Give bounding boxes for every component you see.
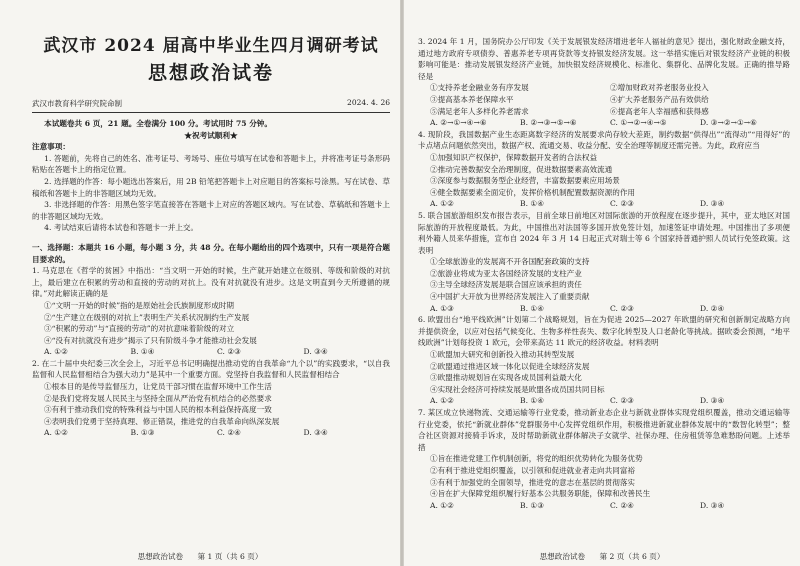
option-d: D. ②④ <box>700 303 725 313</box>
statement-item: ②是我们党将发展人民民主与坚持全面从严治党有机结合的必然要求 <box>44 393 272 403</box>
notes-title: 注意事项： <box>32 142 70 152</box>
option-d: D. ③④ <box>303 347 328 357</box>
statement-item: ①全球旅游业的发展离不开各国配套政策的支持 <box>430 257 590 267</box>
statement-item: ⑤满足老年人多样化养老需求 <box>430 106 529 116</box>
statement-item: ①“文明一开始的时候”指的是原始社会氏族制度形成时期 <box>44 300 235 310</box>
option-b: B. ①③ <box>520 500 545 510</box>
note-item: 1. 答题前，先将自己的姓名、准考证号、考场号、座位号填写在试卷和答题卡上，并将准考证号条形码粘贴在答题卡上的指定位置。 <box>32 153 390 175</box>
answer-options <box>418 395 790 407</box>
note-item: 2. 选择题的作答：每小题选出答案后，用 2B 铅笔把答题卡上对应题目的答案标号涂黑。写在试卷、草稿纸和答题卡上的非答题区域均无效。 <box>32 176 390 198</box>
option-d: D. ③④ <box>700 199 725 209</box>
option-a: A. ①② <box>44 347 68 357</box>
option-a: A. ①② <box>430 500 454 510</box>
issuing-org: 武汉市教育科学研究院命制 <box>32 99 122 108</box>
statement-item: ③主导全球经济发展是联合国应该承担的责任 <box>430 280 582 290</box>
statement-item: ②“生产建立在级别的对抗上”表明生产关系状况制约生产发展 <box>44 312 250 322</box>
section-heading: 一、选择题：本题共 16 小题，每小题 3 分，共 48 分。在每小题给出的四个选项中，只有一项是符合题目要求的。 <box>32 242 390 264</box>
option-b: B. ②→③→⑤→⑥ <box>520 118 577 128</box>
option-c: C. ②③ <box>217 347 241 357</box>
question-stem: 3. 2024 年 1 月，国务院办公厅印发《关于发展银发经济增进老年人福祉的意见》提出，强化财政金融支持，通过地方政府专项债券、普惠养老专项再贷款等支持银发经济发展。这一举措实施后对银发经济产业链的积极影响可能是：推动发展银发经济产业链，加快银发经济规模化、标准化、集群化、品牌化发展。正确的推导路径是 <box>418 37 790 81</box>
statement-item: ④扩大养老服务产品有效供给 <box>610 94 709 104</box>
option-b: B. ①③ <box>130 428 155 438</box>
option-d: D. ③→②→①→⑥ <box>700 118 757 128</box>
footer-subject: 思想政治试卷 <box>137 552 184 561</box>
option-a: A. ①③ <box>430 303 454 313</box>
statement-item: ②增加财政对养老服务业投入 <box>610 83 709 93</box>
question-4 <box>418 129 790 210</box>
statement-item: ①支持养老金融业务有序发展 <box>430 83 529 93</box>
option-d: D. ③④ <box>303 428 328 438</box>
option-b: B. ①④ <box>520 303 545 313</box>
exam-meta <box>32 98 390 113</box>
note-item: 3. 非选择题的作答：用黑色签字笔直接答在答题卡上对应的答题区域内。写在试卷、草稿纸和答题卡上的非答题区域均无效。 <box>32 200 390 221</box>
statement-item: ④健全数据要素全面定价，发挥价格机制配置数据资源的作用 <box>430 187 636 197</box>
statement-item: ③有利于加强党的全面领导，推进党的意志在基层的贯彻落实 <box>430 477 636 487</box>
statement-item: ②旅游业将成为亚太各国经济发展的支柱产业 <box>430 268 582 278</box>
answer-options <box>418 117 790 129</box>
option-d: D. ③④ <box>700 500 725 510</box>
option-c: C. ②③ <box>610 303 634 313</box>
statement-item: ④中国扩大开放为世界经济发展注入了重要贡献 <box>430 292 590 302</box>
statement-item: ①加强知识产权保护，保障数据开发者的合法权益 <box>430 152 598 162</box>
answer-options <box>32 427 390 439</box>
subject-title: 思想政治试卷 <box>147 62 274 84</box>
question-stem: 5. 联合国旅游组织发布报告表示，目前全球日前地区对国际旅游的开放程度在逐步提升，其中，亚太地区对国际旅游的开放程度最低。为此，中国推出对法国等多国开放免签计划，加速签证申请处理。中国推出了多项便利外籍人员来华措施，宣布自 2024 年 3 月 14 日起正式对瑞士等 6 个国家持普通护照人员试行免签政策。这表明 <box>418 210 790 255</box>
exam-title: 武汉市 2024 届高中毕业生四月调研考试 <box>43 36 379 56</box>
option-a: A. ②→①→④→⑥ <box>430 118 487 128</box>
question-stem: 4. 现阶段，我国数据产业生态距离数字经济的发展要求尚存较大差距，制约数据“供得出”“流得动”“用得好”的卡点堵点问题依然突出，数据产权、流通交易、收益分配、安全治理等制度还需完善。为此，政府应当 <box>418 129 790 151</box>
statement-item: ①根本目的是传导监督压力，让党员干部习惯在监督环境中工作生活 <box>44 382 272 392</box>
answer-options <box>418 303 790 315</box>
answer-options <box>32 346 390 358</box>
option-c: C. ②③ <box>610 396 634 406</box>
question-6 <box>418 314 790 407</box>
question-7 <box>418 407 790 511</box>
question-stem: 7. 某区成立快递物流、交通运输等行业党委，推动新业态企业与新就业群体实现党组织覆盖，推动交通运输等行业党委，依托“新就业群体”党群服务中心发挥党组织作用，积极推进新就业群体发展中的“数智化转型”；整合社区资源对接骑手诉求，及时帮助新就业群体解决子女就学、社保办理、住房租赁等急难愁盼问题。上述举措 <box>418 408 790 452</box>
statement-item: ④实现社会经济可持续发展是欧盟各成员国共同目标 <box>430 384 605 394</box>
page-footer <box>404 551 800 562</box>
statement-item: ③“积累的劳动”与“直接的劳动”的对抗意味着阶级的对立 <box>44 324 235 334</box>
question-5 <box>418 210 790 314</box>
option-c: C. ②④ <box>610 500 634 510</box>
footer-subject: 思想政治试卷 <box>539 552 586 561</box>
option-b: B. ①④ <box>520 199 545 209</box>
option-c: C. ①→②→④→⑤ <box>610 118 667 128</box>
statement-item: ①欧盟加大研究和创新投入推动其转型发展 <box>430 350 575 360</box>
exam-date: 2024. 4. 26 <box>347 98 390 107</box>
footer-page-number: 第 1 页（共 6 页） <box>197 552 263 561</box>
statement-item: ②推动完善数据安全治理制度，促进数据要素高效流通 <box>430 164 613 174</box>
option-c: C. ②④ <box>217 428 241 438</box>
question-stem: 1. 马克思在《哲学的贫困》中指出：“当文明一开始的时候，生产就开始建立在级别、等级和阶级的对抗上，最后建立在积累的劳动和直接的劳动的对抗上。没有对抗就没有进步。这是文明直到今天所遵循的规律。”对此解读正确的是 <box>32 266 390 299</box>
statement-item: ①旨在推进党建工作机制创新，将党的组织优势转化为服务优势 <box>430 454 643 464</box>
exam-page-right <box>404 0 800 566</box>
question-stem: 6. 欧盟出台“地平线欧洲”计划第二个战略规划，旨在为促进 2025—2027 年欧盟的研究和创新制定战略方向并提供资金，以应对包括气候变化、生物多样性丧失、数字化转型及人口老龄化等挑战。据欧委会预测，“地平线欧洲”计划每投资 1 欧元，会带来高达 11 欧元的经济收益。材料表明 <box>418 315 790 348</box>
statement-grid <box>418 82 790 117</box>
statement-item: ③深度参与数据服务型企业经营，丰富数据要素应用场景 <box>430 176 620 186</box>
statement-item: ④“没有对抗就没有进步”揭示了只有阶级斗争才能推动社会发展 <box>44 335 257 345</box>
answer-options <box>418 198 790 210</box>
option-b: B. ①④ <box>520 396 545 406</box>
statement-item: ③欧盟推动规划旨在实现各成员国利益最大化 <box>430 373 582 383</box>
option-c: C. ②③ <box>610 199 634 209</box>
statement-item: ④表明我们党勇于坚持真理、修正错误，推进党的自我革命向纵深发展 <box>44 416 280 426</box>
statement-item: ⑥提高老年人幸福感和获得感 <box>610 106 709 116</box>
option-b: B. ①④ <box>130 347 155 357</box>
question-stem: 2. 在二十届中央纪委三次全会上，习近平总书记明确提出推动党的自我革命“九个以”的实践要求，“以自我监督和人民监督相结合为强大动力”是其中一个重要方面。党坚持自我监督和人民监督相结合 <box>32 358 390 380</box>
question-1 <box>32 265 390 358</box>
answer-options <box>418 500 790 512</box>
question-2 <box>32 358 390 439</box>
option-a: A. ①② <box>44 428 68 438</box>
statement-item: ④旨在扩大保障党组织履行好基本公共服务职能，保障和改善民生 <box>430 489 651 499</box>
page-footer <box>0 551 400 562</box>
option-a: A. ①② <box>430 396 454 406</box>
note-item: 4. 考试结束后请将本试卷和答题卡一并上交。 <box>44 223 199 233</box>
statement-item: ②有利于推进党组织覆盖，以引领和促进就业者走向共同富裕 <box>430 465 636 475</box>
statement-item: ③提高基本养老保障水平 <box>430 94 514 104</box>
exam-info: 本试题卷共 6 页，21 题。全卷满分 100 分。考试用时 75 分钟。 <box>44 119 272 128</box>
good-luck: ★祝考试顺利★ <box>184 130 238 140</box>
option-a: A. ①② <box>430 199 454 209</box>
question-3 <box>418 36 790 129</box>
option-d: D. ③④ <box>700 396 725 406</box>
statement-item: ②欧盟通过推进区域一体化以促进全球经济发展 <box>430 361 590 371</box>
statement-item: ③有利于推动我们党的特殊利益与中国人民的根本利益保持高度一致 <box>44 405 272 415</box>
footer-page-number: 第 2 页（共 6 页） <box>599 552 665 561</box>
